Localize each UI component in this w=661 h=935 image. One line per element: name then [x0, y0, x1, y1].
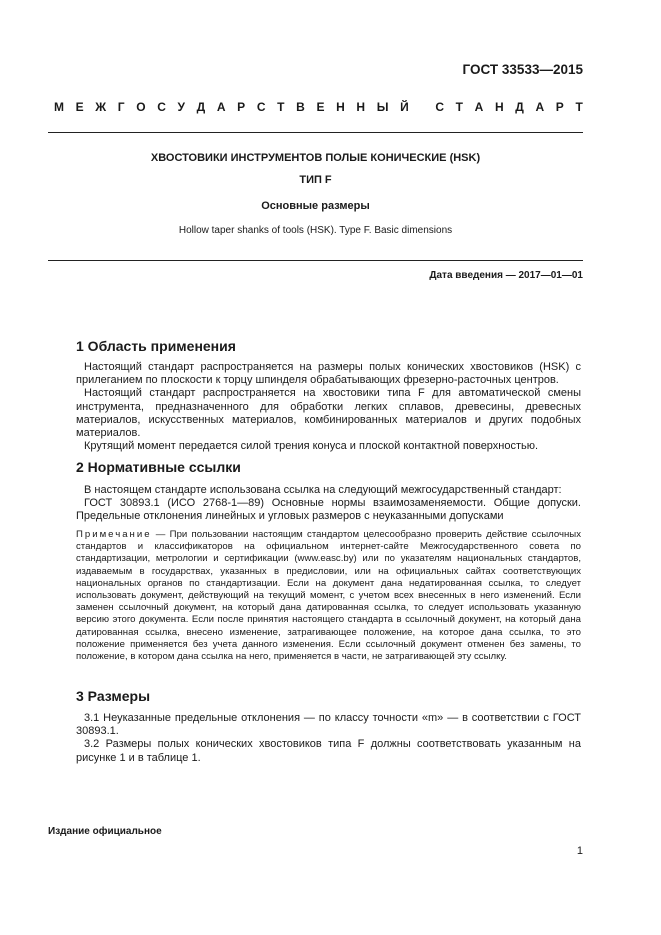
standard-type-letter: С	[157, 100, 166, 114]
title-rule	[48, 260, 583, 261]
standard-type-letter: М	[54, 100, 64, 114]
standard-type-letter: Р	[555, 100, 564, 114]
standard-type-letter: Ы	[376, 100, 389, 114]
standard-type-letter: Н	[494, 100, 504, 114]
standard-type-letter: Т	[455, 100, 464, 114]
standard-type-letter: А	[474, 100, 484, 114]
standard-type-letter: О	[136, 100, 146, 114]
section3-body	[76, 712, 581, 765]
standard-type-letter: Д	[515, 100, 524, 114]
standard-type-letter: Е	[75, 100, 84, 114]
date-intro: Дата введения — 2017—01—01	[429, 270, 583, 281]
page-number: 1	[576, 845, 583, 857]
standard-type-letter: Н	[336, 100, 345, 114]
standard-type-letter: Т	[277, 100, 285, 114]
standard-type-letter: Г	[117, 100, 125, 114]
section2-p1: В настоящем стандарте использована ссылка на следующий межгосударственный стандарт:	[84, 484, 562, 496]
doc-number: ГОСТ 33533—2015	[462, 62, 583, 77]
standard-type-letter: А	[216, 100, 226, 114]
standard-type	[54, 100, 583, 114]
standard-type-letter: В	[296, 100, 305, 114]
section1-body	[76, 361, 581, 453]
section1-p1: Настоящий стандарт распространяется на размеры полых конических хвостовиков (HSK) с прилеганием по плоскости к торцу шпинделя обрабатывающих фрезерно-расточных центров.	[76, 361, 581, 387]
standard-type-letter: Т	[575, 100, 583, 114]
section1-p2: Настоящий стандарт распространяется на хвостовики типа F для автоматической смены инструмента, предназначенного для обработки легких сплавов, древесины, древесных материалов, искусственных материалов, комбинированных материалов и других подобных материалов.	[76, 387, 581, 440]
edition-label: Издание официальное	[48, 826, 162, 837]
section2-body	[76, 484, 581, 524]
title-line3: Основные размеры	[261, 200, 370, 212]
section3-heading: 3 Размеры	[76, 688, 151, 704]
title-line2: ТИП F	[299, 174, 332, 186]
standard-type-letter: У	[177, 100, 186, 114]
note-label: Примечание	[76, 529, 152, 540]
standard-type-letter: С	[256, 100, 266, 114]
header-rule	[48, 132, 583, 133]
standard-type-letter	[420, 100, 423, 114]
standard-type-letter: С	[435, 100, 445, 114]
section2-p2: ГОСТ 30893.1 (ИСО 2768-1—89) Основные нормы взаимозаменяемости. Общие допуски. Предельные отклонения линейных и угловых размеров с неуказанными допусками	[76, 497, 581, 523]
standard-type-letter: Ж	[95, 100, 107, 114]
title-line1: ХВОСТОВИКИ ИНСТРУМЕНТОВ ПОЛЫЕ КОНИЧЕСКИЕ (HSK)	[150, 152, 481, 164]
standard-type-letter: Й	[400, 100, 409, 114]
section1-p3: Крутящий момент передается силой трения конуса и плоской контактной поверхностью.	[84, 440, 539, 453]
section3-p1: 3.1 Неуказанные предельные отклонения — по классу точности «m» — в соответствии с ГОСТ 30893.1.	[76, 712, 581, 738]
standard-type-letter: Д	[196, 100, 206, 114]
title-english: Hollow taper shanks of tools (HSK). Type F. Basic dimensions	[178, 225, 453, 236]
section3-p2: 3.2 Размеры полых конических хвостовиков типа F должны соответствовать указанным на рисунке 1 и в таблице 1.	[76, 738, 581, 764]
standard-type-letter: Е	[316, 100, 325, 114]
standard-type-letter: Р	[237, 100, 246, 114]
note-text: — При пользовании настоящим стандартом целесообразно проверить действие ссылочных стандартов и классификаторов на официальном интернет-сайте Межгосударственного совета по стандартизации, метрологии и сертификации (www.easc.by) или по указателям национальных стандартов, издаваемым в государствах, указанных в предисловии, или на официальных сайтах соответствующих национальных органов по стандартизации. Если на документ дана недатированная ссылка, то следует использовать документ, действующий на текущий момент, с учетом всех внесенных в него изменений. Если заменен ссылочный документ, на который дана датированная ссылка, то следует использовать указанную версию этого документа. Если после принятия настоящего стандарта в ссылочный документ, на который дана датированная ссылка, внесено изменение, затрагивающее положение, на которое дана ссылка, то это положение применяется без учета данного изменения. Если ссылочный документ отменен без замены, то положение, в котором дана ссылка на него, применяется в части, не затрагивающей эту ссылку.	[76, 529, 581, 663]
standard-type-letter: А	[535, 100, 545, 114]
section1-heading: 1 Область применения	[76, 338, 236, 354]
section2-note	[76, 529, 581, 663]
standard-type-letter: Н	[356, 100, 366, 114]
section2-heading: 2 Нормативные ссылки	[76, 459, 241, 475]
